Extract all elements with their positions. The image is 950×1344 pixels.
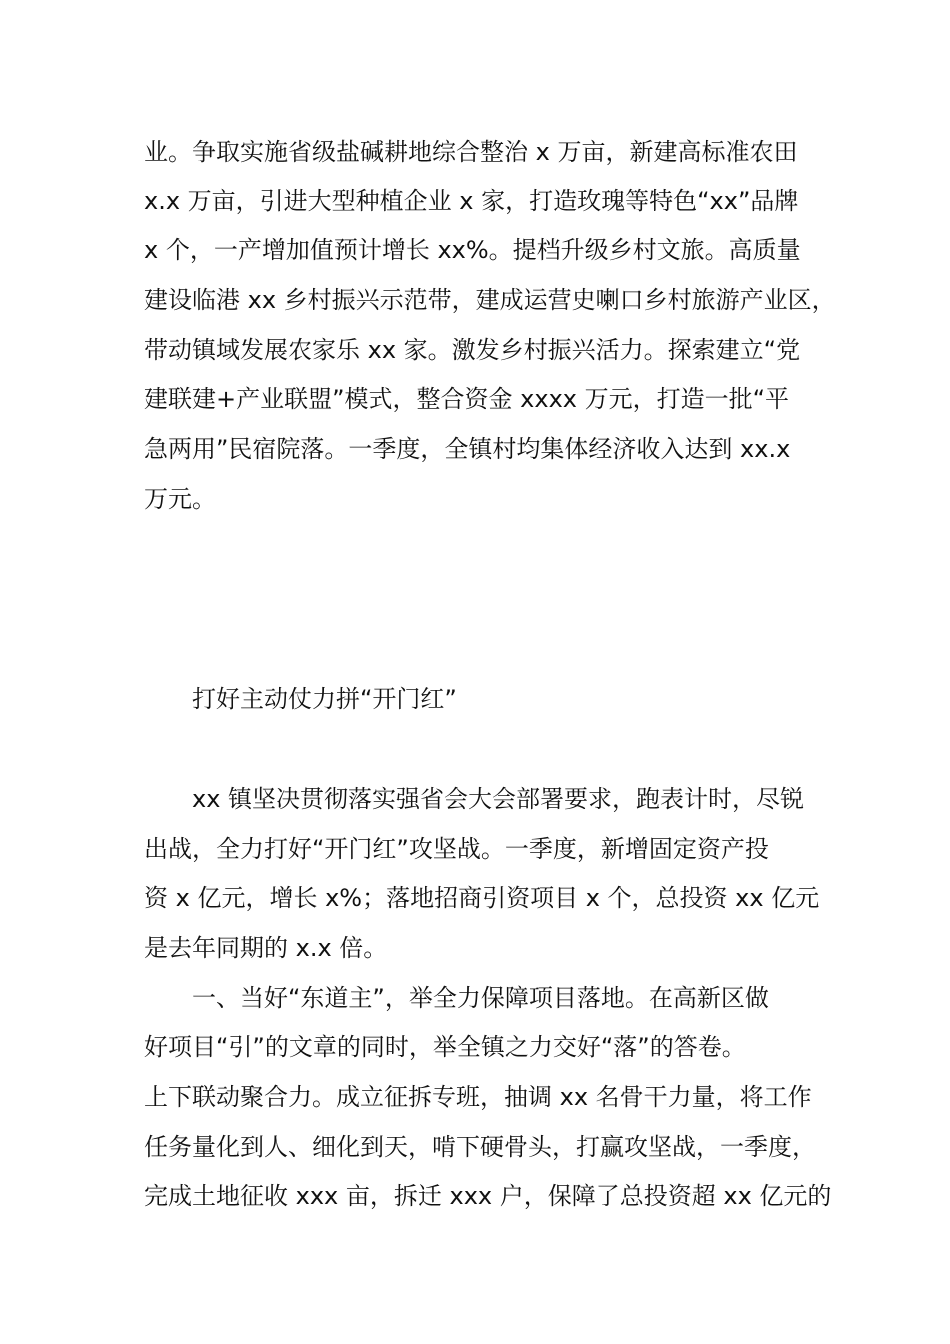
paragraph-line: 任务量化到人、细化到天，啃下硬骨头，打赢攻坚战，一季度， xyxy=(144,1133,816,1161)
paragraph-line: 建联建+产业联盟”模式，整合资金 xxxx 万元，打造一批“平 xyxy=(144,385,790,413)
paragraph-line: 好项目“引”的文章的同时，举全镇之力交好“落”的答卷。 xyxy=(144,1033,746,1061)
section-heading: 打好主动仗力拼“开门红” xyxy=(192,685,457,713)
paragraph-line: 完成土地征收 xxx 亩，拆迁 xxx 户，保障了总投资超 xx 亿元的 xyxy=(144,1182,832,1210)
paragraph-line: xx 镇坚决贯彻落实强省会大会部署要求，跑表计时，尽锐 xyxy=(192,785,805,813)
paragraph-line: 建设临港 xx 乡村振兴示范带，建成运营史喇口乡村旅游产业区， xyxy=(144,286,836,314)
paragraph-line: x.x 万亩，引进大型种植企业 x 家，打造玫瑰等特色“xx”品牌 xyxy=(144,187,799,215)
paragraph-line: 急两用”民宿院落。一季度，全镇村均集体经济收入达到 xx.x xyxy=(144,435,791,463)
paragraph-line: 业。争取实施省级盐碱耕地综合整治 x 万亩，新建高标准农田 xyxy=(144,138,798,166)
paragraph-line: 上下联动聚合力。成立征拆专班，抽调 xx 名骨干力量，将工作 xyxy=(144,1083,812,1111)
paragraph-line: 万元。 xyxy=(144,485,216,513)
paragraph-line: 一、当好“东道主”，举全力保障项目落地。在高新区做 xyxy=(192,984,769,1012)
paragraph-line: x 个，一产增加值预计增长 xx%。提档升级乡村文旅。高质量 xyxy=(144,236,801,264)
paragraph-line: 是去年同期的 x.x 倍。 xyxy=(144,934,388,962)
paragraph-line: 出战，全力打好“开门红”攻坚战。一季度，新增固定资产投 xyxy=(144,835,769,863)
paragraph-line: 资 x 亿元，增长 x%；落地招商引资项目 x 个，总投资 xx 亿元 xyxy=(144,884,820,912)
paragraph-line: 带动镇域发展农家乐 xx 家。激发乡村振兴活力。探索建立“党 xyxy=(144,336,801,364)
